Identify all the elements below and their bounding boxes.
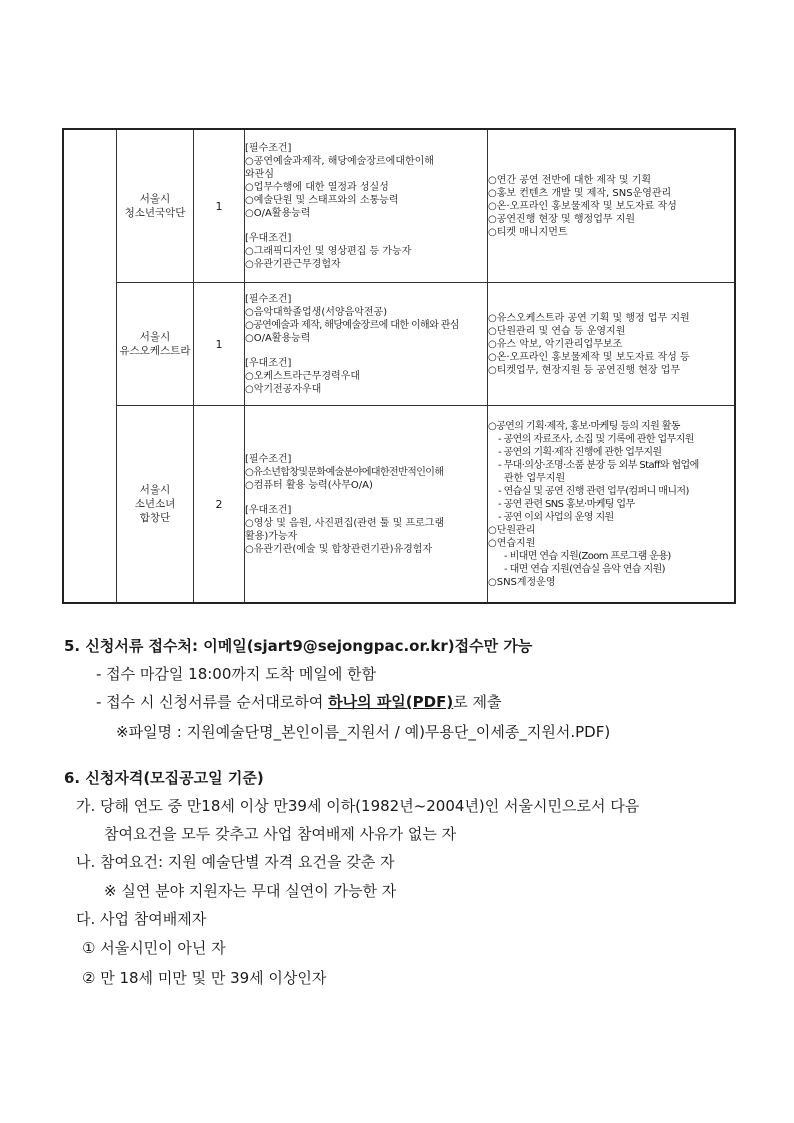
table-lead-cell <box>63 129 117 603</box>
requirements-cell: [필수조건] ○음악대학졸업생(서양음악전공) ○공연예술과 제작, 해당예술장르에 대한 이해와 관심 ○O/A활용능력 [우대조건] ○오케스트라근무경력우대 ○악기전공자우대 <box>245 283 488 406</box>
pdf-emphasis: 하나의 파일(PDF) <box>328 693 454 711</box>
exclusion-item-2: ② 만 18세 미만 및 만 39세 이상인자 <box>82 969 327 987</box>
eligibility-ga-line2: 참여요건을 모두 갖추고 사업 참여배제 사유가 없는 자 <box>104 825 457 843</box>
table-row <box>63 406 735 604</box>
ensemble-name-cell: 서울시 유스오케스트라 <box>117 283 194 406</box>
section5-deadline: - 접수 마감일 18:00까지 도착 메일에 한함 <box>96 665 377 683</box>
section6-heading: 6. 신청자격(모집공고일 기준) <box>64 769 264 787</box>
duties-cell: ○유스오케스트라 공연 기획 및 행정 업무 지원 ○단원관리 및 연습 등 운영지원 ○유스 악보, 악기관리업무보조 ○온·오프라인 홍보물제작 및 보도자료 작성 등 ○티켓업무, 현장지원 등 공연진행 현장 업무 <box>488 283 736 406</box>
table-row <box>63 283 735 406</box>
requirements-cell: [필수조건] ○유소년합창및문화예술분야에대한전반적인이해 ○컴퓨터 활용 능력(사무O/A) [우대조건] ○영상 및 음원, 사진편집(관련 툴 및 프로그램 활용)가능자 ○유관기관(예술 및 합창관련기관)유경험자 <box>245 406 488 604</box>
section5-submission: - 접수 시 신청서류를 순서대로하여 하나의 파일(PDF)로 제출 <box>96 693 502 711</box>
headcount-cell: 1 <box>194 129 245 283</box>
section5-heading: 5. 신청서류 접수처: 이메일(sjart9@sejongpac.or.kr)접수만 가능 <box>64 637 533 655</box>
eligibility-na-note: ※ 실연 분야 지원자는 무대 실연이 가능한 자 <box>104 882 397 900</box>
duties-cell: ○공연의 기획·제작, 홍보·마케팅 등의 지원 활동 - 공연의 자료조사, 소집 및 기록에 관한 업무지원 - 공연의 기획·제작 진행에 관한 업무지원 - 무대·의상·조명·소품 분장 등 외부 Staff와 협업에 관한 업무지원 - 연습실 및 공연 진행 관련 업무(컴퍼니 매니저) - 공연 관련 SNS 홍보·마케팅 업무 - 공연 이외 사업의 운영 지원 ○단원관리 ○연습지원 - 비대면 연습 지원(Zoom 프로그램 운용) - 대면 연습 지원(연습실 음악 연습 지원) ○SNS계정운영 <box>488 406 736 604</box>
headcount-cell: 1 <box>194 283 245 406</box>
eligibility-na: 나. 참여요건: 지원 예술단별 자격 요건을 갖춘 자 <box>76 853 395 871</box>
table-row <box>63 129 735 283</box>
recruitment-table <box>62 128 736 604</box>
ensemble-name-cell: 서울시 소년소녀 합창단 <box>117 406 194 604</box>
duties-cell: ○연간 공연 전반에 대한 제작 및 기획 ○홍보 컨텐츠 개발 및 제작, SNS운영관리 ○온·오프라인 홍보물제작 및 보도자료 작성 ○공연진행 현장 및 행정업무 지원 ○티켓 매니지먼트 <box>488 129 736 283</box>
filename-note: ※파일명 : 지원예술단명_본인이름_지원서 / 예)무용단_이세종_지원서.PDF) <box>116 723 611 741</box>
headcount-cell: 2 <box>194 406 245 604</box>
requirements-cell: [필수조건] ○공연예술과제작, 해당예술장르에대한이해 와관심 ○업무수행에 대한 열정과 성실성 ○예술단원 및 스태프와의 소통능력 ○O/A활용능력 [우대조건] ○그래픽디자인 및 영상편집 등 가능자 ○유관기관근무경험자 <box>245 129 488 283</box>
ensemble-name-cell: 서울시 청소년국악단 <box>117 129 194 283</box>
exclusion-heading: 다. 사업 참여배제자 <box>76 910 207 928</box>
eligibility-ga-line1: 가. 당해 연도 중 만18세 이상 만39세 이하(1982년~2004년)인 서울시민으로서 다음 <box>76 797 640 815</box>
exclusion-item-1: ① 서울시민이 아닌 자 <box>82 939 226 957</box>
